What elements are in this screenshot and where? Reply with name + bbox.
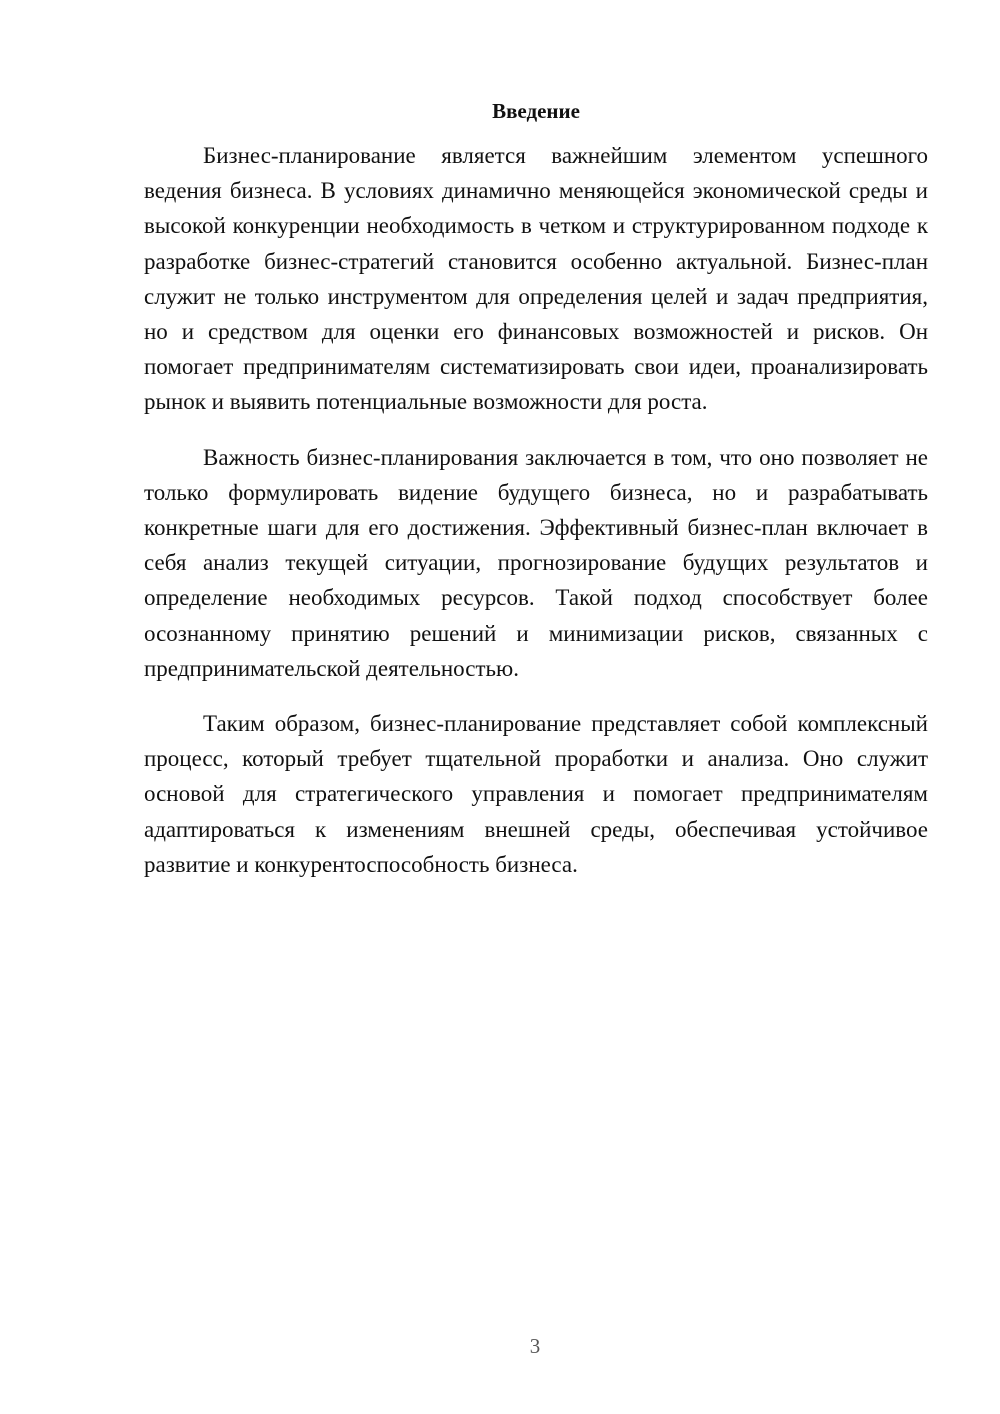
page-number: 3 [529, 1334, 541, 1358]
paragraph-2: Важность бизнес-планирования заключается в том, что оно позволяет не только формулировать видение будущего бизнеса, но и разрабатывать конкретные шаги для его достижения. Эффективный бизнес-план включает в себя анализ текущей ситуации, прогнозирование будущих результатов и определение необходимых ресурсов. Такой подход способствует более осознанному принятию решений и минимизации рисков, связанных с предпринимательской деятельностью. [144, 444, 928, 681]
paragraph-3: Таким образом, бизнес-планирование представляет собой комплексный процесс, который требует тщательной проработки и анализа. Оно служит основой для стратегического управления и помогает предпринимателям адаптироваться к изменениям внешней среды, обеспечивая устойчивое развитие и конкурентоспособность бизнеса. [144, 711, 928, 877]
paragraph-1: Бизнес-планирование является важнейшим элементом успешного ведения бизнеса. В условиях динамично меняющейся экономической среды и высокой конкуренции необходимость в четком и структурированном подходе к разработке бизнес-стратегий становится особенно актуальной. Бизнес-план служит не только инструментом для определения целей и задач предприятия, но и средством для оценки его финансовых возможностей и рисков. Он помогает предпринимателям систематизировать свои идеи, проанализировать рынок и выявить потенциальные возможности для роста. [144, 143, 928, 415]
page-content [144, 96, 928, 902]
section-heading: Введение [492, 99, 580, 123]
